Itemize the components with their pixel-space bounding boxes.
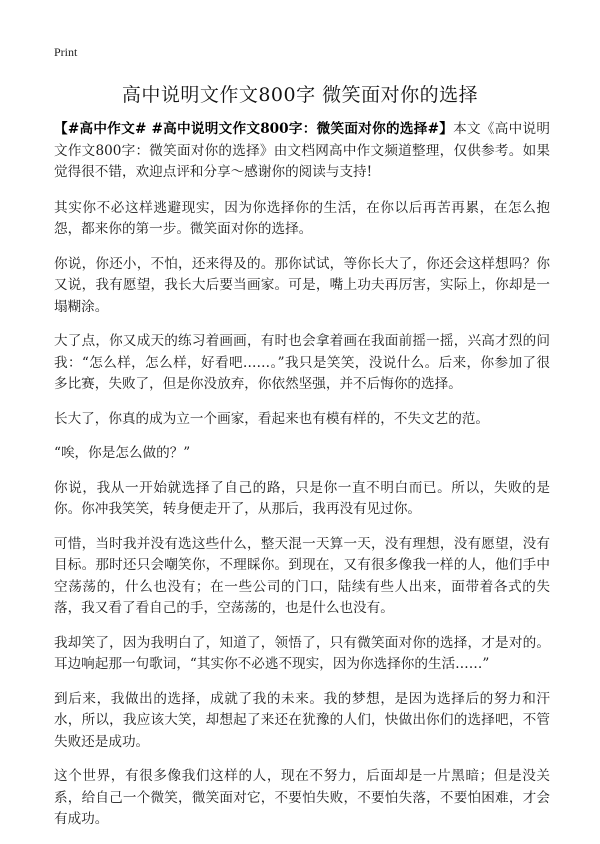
print-link[interactable]: Print: [54, 45, 78, 59]
body-paragraph: 长大了，你真的成为立一个画家，看起来也有模有样的，不失文艺的范。: [54, 410, 489, 427]
body-paragraph: 这个世界，有很多像我们这样的人，现在不努力，后面却是一片黑暗；但是没关系，给自己一个微笑，微笑面对它，不要怕失败，不要怕失落，不要怕困难，才会有成功。: [54, 768, 550, 827]
body-paragraph: 到后来，我做出的选择，成就了我的未来。我的梦想，是因为选择后的努力和汗水，所以，我应该大笑，却想起了来还在犹豫的人们，快做出你们的选择吧，不管失败还是成功。: [54, 690, 550, 750]
body-paragraph: 可惜，当时我并没有选这些什么，整天混一天算一天，没有理想，没有愿望，没有目标。那时还只会嘲笑你，不理睬你。到现在，又有很多像我一样的人，他们手中空荡荡的，什么也没有；在一些公司的门口，陆续有些人出来，面带着各式的失落，我又看了看自己的手，空荡荡的，也是什么也没有。: [54, 535, 550, 616]
body-paragraph: 大了点，你又成天的练习着画画，有时也会拿着画在我面前摇一摇，兴高才烈的问我：“怎么样，怎么样，好看吧……。”我只是笑笑，没说什么。后来，你参加了很多比赛，失败了，但是你没放弃，你依然坚强，并不后悔你的选择。: [54, 333, 550, 392]
tag-line: 【#高中作文# #高中说明文作文800字：微笑面对你的选择#】: [54, 121, 454, 137]
body-paragraph: 其实你不必这样逃避现实，因为你选择你的生活，在你以后再苦再累，在怎么抱怨，都来你的第一步。微笑面对你的选择。: [54, 199, 550, 237]
body-paragraph: “唉，你是怎么做的？”: [54, 445, 191, 461]
body-paragraph: 我却笑了，因为我明白了，知道了，领悟了，只有微笑面对你的选择，才是对的。耳边响起那一句歌词，“其实你不必逃不现实，因为你选择你的生活……”: [54, 634, 550, 672]
page-title: 高中说明文作文800字 微笑面对你的选择: [121, 84, 479, 106]
body-paragraph: 你说，我从一开始就选择了自己的路，只是你一直不明白而已。所以，失败的是你。你冲我笑笑，转身便走开了，从那后，我再没有见过你。: [54, 479, 550, 517]
body-paragraph: 你说，你还小，不怕，还来得及的。那你试试，等你长大了，你还会这样想吗？你又说，我有愿望，我长大后要当画家。可是，嘴上功夫再厉害，实际上，你却是一塌糊涂。: [54, 255, 550, 315]
intro-paragraph: [54, 119, 550, 184]
intro-text: 本文《高中说明文作文800字：微笑面对你的选择》由文档网高中作文频道整理，仅供参考。如果觉得很不错，欢迎点评和分享～感谢你的阅读与支持!: [54, 121, 551, 180]
article-body: [54, 119, 550, 844]
